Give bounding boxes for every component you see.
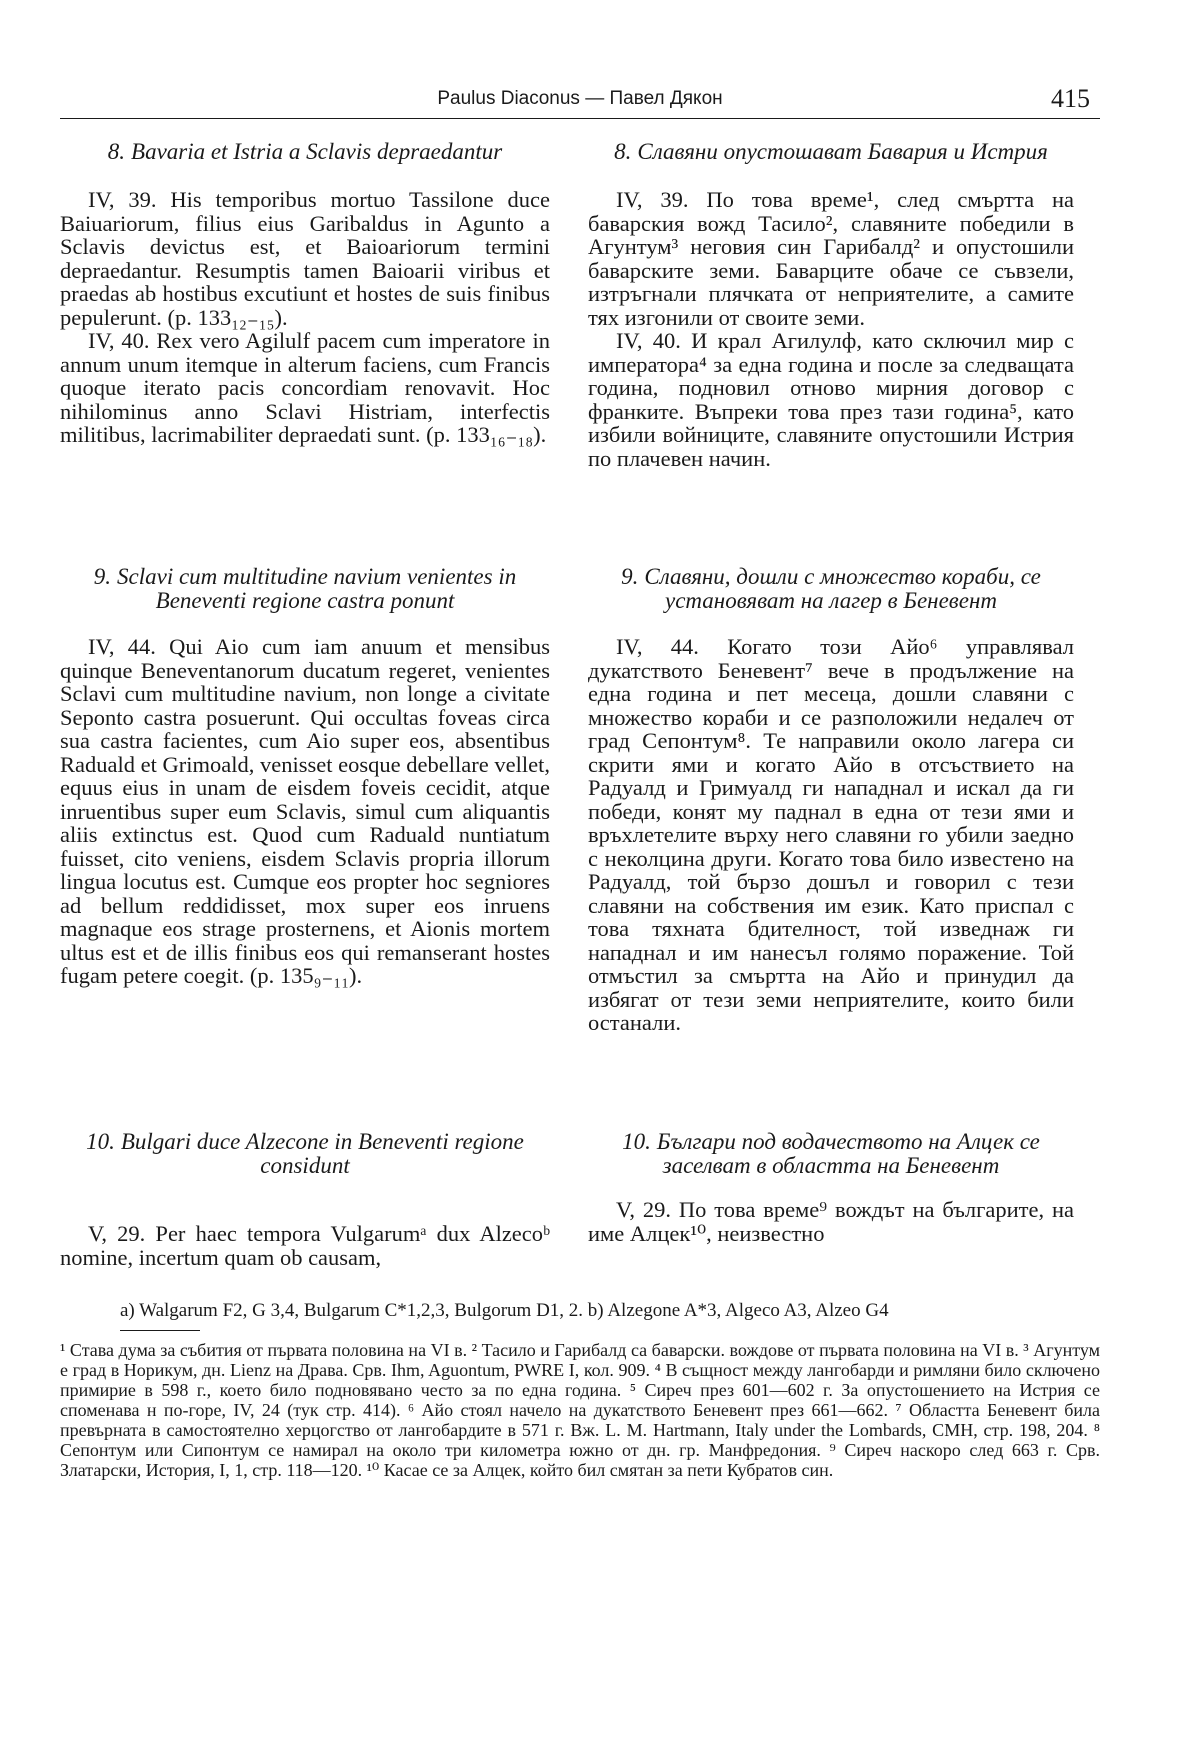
latin-paragraph: IV, 44. Qui Aio cum iam anuum et mensibus quinque Beneventanorum ducatum regeret, venientes Sclavi cum multitudine navium, non longe a civitate Seponto castra posuerunt. Qui occultas foveas circa sua castra facientes, cum Aio super eos, absentibus Raduald et Grimoald, venisset eosque debellare vellet, equus eius in unam de eisdem foveis cecidit, atque inruentibus super eum Sclavis, simul cum aliquantis aliis extinctus est. Quod cum Raduald nuntiatum fuisset, cito veniens, eisdem Sclavis propria illorum lingua locutus est. Cumque eos propter hoc segniores ad bellum reddidisset, mox super eos inruens magnaque eos strage prosternens, et Aionis mortem ultus est et de illis finibus eos qui remanserant hostes fugam petere coegit. (p. 135₉₋₁₁). bbox=[60, 634, 550, 988]
section-heading: 10. Bulgari duce Alzecone in Beneventi regione considunt bbox=[86, 1129, 524, 1178]
critical-apparatus: a) Walgarum F2, G 3,4, Bulgarum C*1,2,3, Bulgorum D1, 2. b) Alzegone A*3, Algeco A3, Alzeo G4 bbox=[120, 1300, 889, 1321]
bulgarian-section-8 bbox=[588, 140, 1074, 470]
latin-paragraph: IV, 39. His temporibus mortuo Tassilone duce Baiuariorum, filius eius Garibaldus in Agunto a Sclavis devictus est, et Baioariorum termini depraedantur. Resumptis tamen Baioarii viribus et praedas ab hostibus excutiunt et hostes de suis finibus pepulerunt. (p. 133₁₂₋₁₅). bbox=[60, 187, 550, 330]
bulgarian-paragraph: IV, 39. По това време¹, след смъртта на баварския вожд Тасило², славяните победили в Агунтум³ неговия син Гарибалд² и опустошили баварските земи. Баварците обаче се съвзели, изтръгнали плячката от неприятелите, а самите тях изгонили от своите земи. bbox=[588, 187, 1074, 330]
latin-paragraph: IV, 40. Rex vero Agilulf pacem cum imperatore in annum unum itemque in alterum faciens, cum Francis quoque iterato pacis concordiam renovavit. Hoc nihilominus anno Sclavi Histriam, interfectis militibus, lacrimabiliter depraedati sunt. (p. 133₁₆₋₁₈). bbox=[60, 328, 550, 447]
bulgarian-paragraph: IV, 44. Когато този Айо⁶ управлявал дукатството Беневент⁷ вече в продължение на една година и пет месеца, дошли славяни с множество кораби и се разположили недалеч от град Сепонтум⁸. Те направили около лагера си скрити ями и когато Айо в отсъствието на Радуалд и Гримуалд ги нападнал и искал да ги победи, конят му паднал в една от тези ями и връхлетелите върху него славяни го убили заедно с неколцина други. Когато това било известено на Радуалд, той бързо дошъл и говорил с тези славяни на собствения им език. Като приспал с това тяхната бдителност, той изведнаж ги нападнал и им нанесъл голямо поражение. Той отмъстил за смъртта на Айо и принудил да избягат от тези земи неприятелите, които били останали. bbox=[588, 634, 1074, 1035]
section-heading: 9. Sclavi cum multitudine navium venientes in Beneventi regione castra ponunt bbox=[93, 564, 517, 613]
section-heading: 10. Българи под водачеството на Алцек се заселват в областта на Беневент bbox=[622, 1129, 1040, 1178]
bulgarian-paragraph: IV, 40. И крал Агилулф, като сключил мир с императора⁴ за една година и после за следващата година, подновил отново мирния договор с франките. Въпреки това през тази година⁵, като избили войниците, славяните опустошили Истрия по плачевен начин. bbox=[588, 328, 1074, 471]
bulgarian-section-9 bbox=[588, 565, 1074, 1035]
section-heading: 8. Bavaria et Istria a Sclavis depraedantur bbox=[107, 139, 503, 164]
page-number: 415 bbox=[1051, 84, 1090, 113]
running-head bbox=[60, 84, 1100, 120]
footnotes: ¹ Става дума за събития от първата половина на VI в. ² Тасило и Гарибалд са баварски. вождове от първата половина на VI в. ³ Агунтум е град в Норикум, дн. Lienz на Драва. Срв. Ihm, Aguontum, PWRE I, кол. 909. ⁴ В същност между лангобарди и римляни било сключено примирие в 598 г., което било подновявано често за по една година. ⁵ Сиреч през 601—602 г. За опустошението на Истрия се споменава н по-горе, IV, 24 (тук стр. 414). ⁶ Айо стоял начело на дукатството Беневент през 661—662. ⁷ Областта Беневент била превърната в самостоятелно херцогство от лангобардите в 571 г. Вж. L. M. Hartmann, Italy under the Lombards, CMH, стр. 198, 204. ⁸ Сепонтум или Сипонтум се намирал на около три километра южно от дн. гр. Манфредония. ⁹ Сиреч наскоро след 663 г. Срв. Златарски, История, I, 1, стр. 118—120. ¹⁰ Касае се за Алцек, който бил смятан за пети Кубратов син. bbox=[60, 1340, 1100, 1480]
bulgarian-paragraph: V, 29. По това време⁹ вождът на българите, на име Алцек¹⁰, неизвестно bbox=[588, 1197, 1074, 1246]
bulgarian-section-10 bbox=[588, 1130, 1074, 1245]
header-rule bbox=[60, 118, 1100, 119]
running-title: Paulus Diaconus — Павел Дякон bbox=[437, 88, 723, 109]
latin-paragraph: V, 29. Per haec tempora Vulgarumᵃ dux Alzecoᵇ nomine, incertum quam ob causam, bbox=[60, 1221, 550, 1270]
latin-section-9 bbox=[60, 565, 550, 988]
section-heading: 9. Славяни, дошли с множество кораби, се установяват на лагер в Беневент bbox=[621, 564, 1041, 613]
section-heading: 8. Славяни опустошават Бавария и Истрия bbox=[614, 139, 1048, 164]
latin-section-10 bbox=[60, 1130, 550, 1269]
footnote-rule bbox=[120, 1330, 200, 1331]
latin-section-8 bbox=[60, 140, 550, 447]
